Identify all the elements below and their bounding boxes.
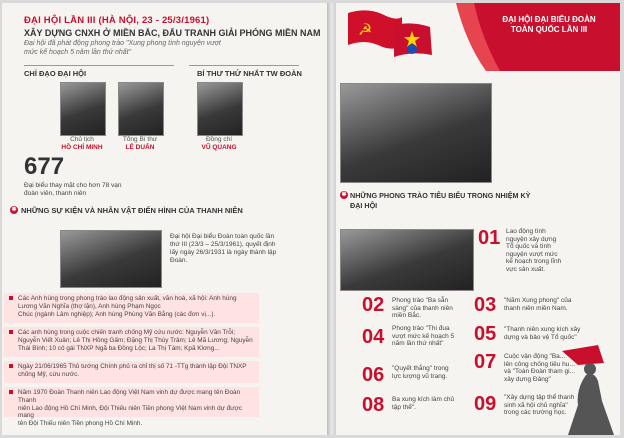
item-text — [392, 396, 454, 411]
event-row — [4, 293, 259, 323]
quote-line-2: mức kế hoạch 5 năm lần thứ nhất" — [24, 49, 132, 56]
item-line: "Xây dựng tập thể thanh — [504, 394, 575, 401]
banner-title — [484, 15, 614, 35]
item-line: "Năm Xung phong" của — [504, 297, 572, 304]
item-line: và "Toàn Đoàn tham gi... — [504, 368, 575, 375]
events-intro-line: Đại hội Đại biểu Đoàn toàn quốc lần — [170, 233, 275, 240]
item-text — [504, 297, 572, 312]
item-text — [506, 228, 561, 273]
banner-line: ĐẠI HỘI ĐẠI BIỂU ĐOÀN — [502, 15, 596, 24]
movements-heading-line: ĐẠI HỘI — [350, 201, 378, 210]
item-number: 06 — [362, 364, 385, 386]
item-number: 01 — [478, 227, 501, 249]
item-line: Phong trào "Thi đua — [392, 325, 450, 332]
event-row — [4, 361, 259, 383]
divider — [189, 65, 299, 66]
page-title: ĐẠI HỘI LẦN III (HÀ NỘI, 23 - 25/3/1961) — [24, 15, 210, 26]
item-text — [392, 297, 453, 320]
item-line: Tổ quốc và tình — [506, 243, 551, 250]
event-text: niên Lao động Hồ Chí Minh, Đội Thiếu niên Tiền phong Việt Nam vinh dự được mang — [18, 404, 242, 420]
item-number: 07 — [474, 351, 497, 373]
item-text — [392, 365, 449, 380]
item-number: 09 — [474, 393, 497, 415]
left-page — [2, 3, 327, 435]
bullet-icon — [9, 364, 13, 368]
event-text: tên Đội Thiếu niên Tiền phong Hồ Chí Minh. — [18, 420, 143, 428]
divider — [24, 65, 174, 66]
event-text: Ngày 21/06/1965 Thủ tướng Chính phủ ra chỉ thị số 71 -TTg thành lập Đội TNXP — [18, 363, 247, 370]
item-line: sinh xã hội chủ nghĩa" — [504, 401, 568, 409]
person-role: Đồng chí — [205, 136, 233, 143]
soldier-silhouette-icon — [558, 345, 618, 435]
leaders-heading: CHỈ ĐẠO ĐẠI HỘI — [24, 69, 87, 78]
item-line: Ba xung kích làm chủ — [392, 396, 455, 403]
events-heading: NHỮNG SỰ KIỆN VÀ NHÂN VẬT ĐIỂN HÌNH CỦA THANH NIÊN — [21, 206, 243, 215]
delegate-note-1: Đại biểu thay mặt cho hơn 78 vạn — [24, 182, 122, 189]
item-line: vực sản xuất. — [506, 265, 546, 273]
right-page — [336, 3, 620, 435]
youth-union-emblem-icon — [392, 21, 436, 61]
item-number: 03 — [474, 294, 497, 316]
event-text: Chúc (ngành Lâm nghiệp); Anh hùng Phùng Văn Bằng (các đơn vị...). — [18, 310, 216, 318]
item-number: 08 — [362, 394, 385, 416]
event-text: Các Anh hùng trong phong trào lao động sản xuất, văn hoá, xã hội: Anh hùng — [18, 295, 237, 302]
person-name: HỒ CHÍ MINH — [61, 144, 103, 151]
portrait-le-duan — [118, 82, 164, 136]
event-text: Các anh hùng trong cuộc chiến tranh chống Mỹ cứu nước: Nguyễn Văn Trỗi; — [18, 329, 236, 336]
item-line: "Quyết thắng" trong — [392, 365, 449, 372]
event-row — [4, 387, 259, 428]
item-line: lực lượng vũ trang. — [392, 372, 448, 380]
event-text: Lương Văn Nghĩa (thợ lặn), Anh hùng Phạm Ngọc — [18, 302, 161, 310]
section-bullet-icon: ✱ — [11, 207, 17, 213]
svg-text:☭: ☭ — [358, 20, 373, 39]
section-bullet-icon: ✱ — [341, 192, 347, 198]
event-text: Năm 1970 Đoàn Thanh niên Lao động Việt Nam vinh dự được mang tên Đoàn Thanh — [18, 389, 241, 404]
item-line: trong các trường học. — [504, 409, 567, 416]
events-intro-line: lấy ngày 26/3/1931 là ngày thành lập — [170, 249, 277, 256]
event-text: chống Mỹ, cứu nước. — [18, 370, 80, 378]
movements-heading — [350, 191, 530, 211]
flag-banner — [456, 3, 620, 71]
item-line: Lao động tình — [506, 228, 546, 235]
item-line: tập thể". — [392, 403, 416, 411]
event-text: Thái Bình; 10 cô gái TNXP Ngã ba Đồng Lộc; La Thị Tám; Kpă Klơng... — [18, 344, 220, 352]
item-line: Cuộc vận động "Ba... — [504, 353, 566, 360]
movements-heading-line: NHỮNG PHONG TRÀO TIÊU BIỂU TRONG NHIỆM KỲ — [350, 191, 531, 200]
congress-photo — [340, 83, 492, 183]
delegate-note-2: đoàn viên, thanh niên — [24, 190, 87, 197]
item-line: dựng và bảo vệ Tổ quốc" — [504, 333, 577, 341]
item-line: miền Bắc. — [392, 312, 421, 319]
book-gutter — [327, 3, 336, 435]
item-number: 05 — [474, 323, 497, 345]
item-text — [504, 326, 580, 341]
event-row — [4, 327, 259, 357]
item-line: thanh niên miền Nam. — [504, 304, 568, 312]
events-intro-line: Đoàn. — [170, 257, 188, 264]
item-number: 02 — [362, 294, 385, 316]
item-line: nguyện vượt mức — [506, 250, 558, 258]
bullet-icon — [9, 330, 13, 334]
item-line: năm lần thứ nhất" — [392, 340, 444, 347]
item-line: lên công chống tiêu hu... — [504, 360, 575, 368]
item-line: "Thanh niên xung kích xây — [504, 326, 581, 333]
secretary-heading: BÍ THƯ THỨ NHẤT TW ĐOÀN — [197, 69, 302, 78]
portrait-vu-quang — [197, 82, 243, 136]
events-intro-line: thứ III (23/3 – 25/3/1961), quyết định — [170, 241, 276, 248]
quote-line-1: Đại hội đã phát động phong trào "Xung phong tình nguyện vượt — [24, 40, 221, 47]
portrait-ho-chi-minh — [60, 82, 106, 136]
person-role: Chủ tịch — [70, 136, 94, 143]
item-line: sàng" của thanh niên — [392, 304, 453, 312]
event-text: Nguyễn Viết Xuân; Lê Thị Hồng Gấm; Đặng Thị Thùy Trâm; Lê Mã Lương; Nguyễn — [18, 336, 253, 344]
item-line: Phong trào "Ba sẵn — [392, 297, 449, 304]
person-role: Tổng Bí thư — [122, 136, 158, 143]
item-text — [392, 325, 454, 348]
ceremony-photo — [60, 230, 162, 288]
item-line: xây dựng Đảng" — [504, 375, 551, 383]
page-subtitle: XÂY DỰNG CNXH Ở MIỀN BẮC, ĐẤU TRANH GIẢI PHÓNG MIỀN NAM — [24, 28, 321, 38]
item-line: kế hoạch trong lĩnh — [506, 258, 562, 265]
item-number: 04 — [362, 326, 385, 348]
banner-line: TOÀN QUỐC LẦN III — [510, 25, 588, 34]
item-line: vượt mức kế hoạch 5 — [392, 332, 455, 340]
person-name: LÊ DUẨN — [125, 144, 155, 151]
movement-photo — [340, 229, 474, 291]
person-name: VŨ QUANG — [201, 144, 237, 151]
item-line: nguyện xây dựng — [506, 235, 557, 243]
delegate-count: 677 — [24, 153, 65, 180]
bullet-icon — [9, 390, 13, 394]
bullet-icon — [9, 296, 13, 300]
